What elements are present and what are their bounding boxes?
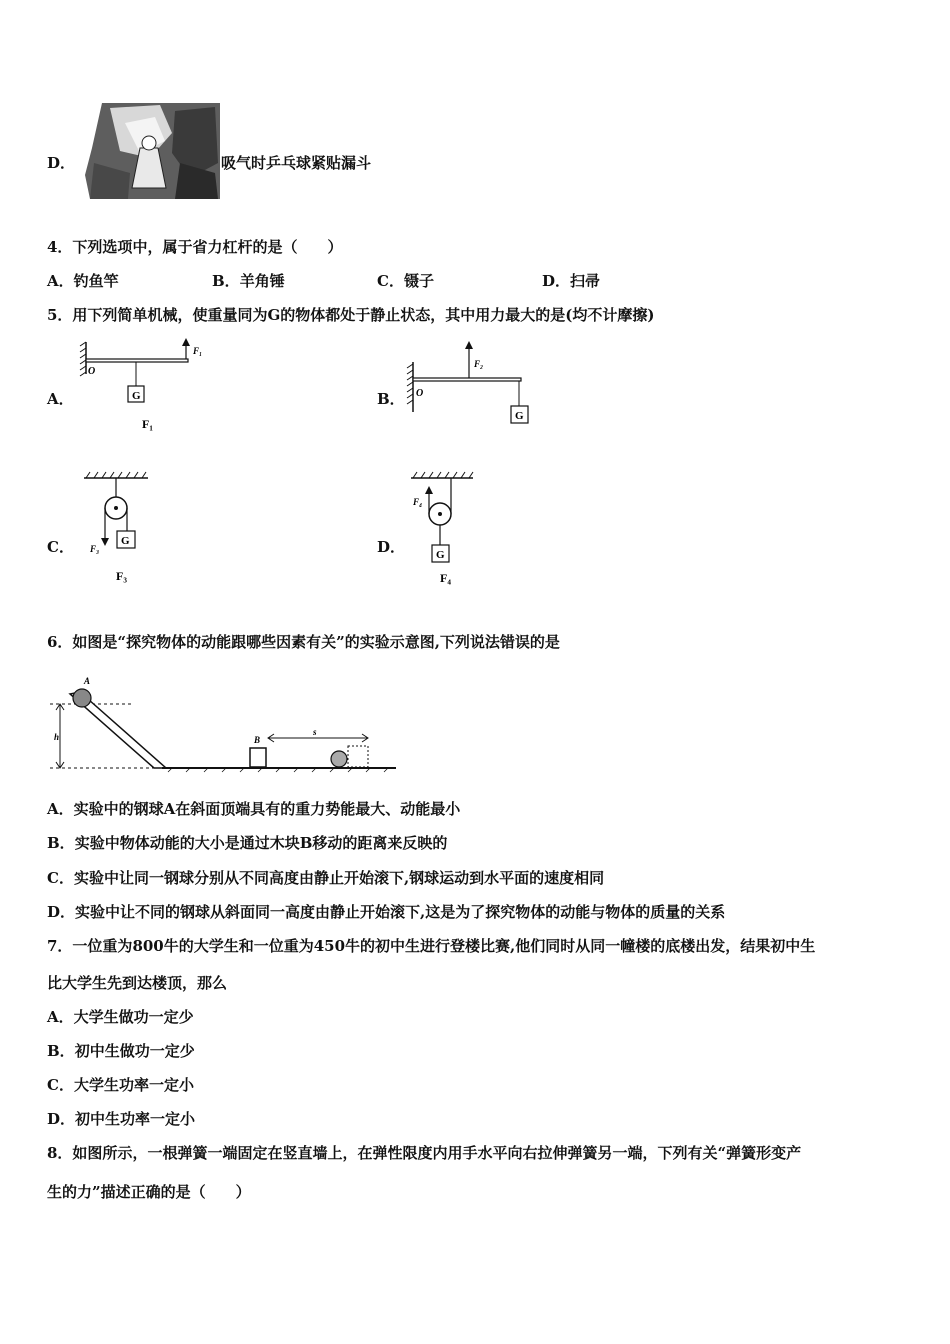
- q6-option-a: [47, 798, 460, 819]
- option-label: D．: [47, 154, 76, 172]
- q5-option-b-label: B．: [377, 390, 405, 408]
- q6-stem: 6．如图是“探究物体的动能跟哪些因素有关”的实验示意图,下列说法错误的是: [47, 633, 560, 651]
- figure-caption: F₃: [116, 569, 127, 583]
- ball-label: A: [84, 676, 91, 686]
- q5-option-c-label: C．: [47, 538, 74, 556]
- option-text: 实验中物体动能的大小是通过木块B移动的距离来反映的: [74, 834, 448, 852]
- block-label: B: [254, 735, 261, 745]
- option-text: 大学生做功一定少: [73, 1008, 194, 1026]
- q4-option-a: [47, 270, 119, 291]
- q3-option-d: [47, 152, 75, 173]
- option-text: 羊角锤: [239, 272, 285, 290]
- weight-label: G: [436, 549, 445, 561]
- force-label: F₄: [413, 497, 423, 507]
- steel-ball-a: [73, 689, 91, 707]
- option-text: 实验中的钢球A在斜面顶端具有的重力势能最大、动能最小: [73, 800, 461, 818]
- q4-option-c: [377, 270, 434, 291]
- option-label: B．: [212, 272, 240, 290]
- q7-option-d: [47, 1108, 195, 1129]
- force-arrow: [425, 486, 433, 494]
- option-label: A．: [47, 272, 74, 290]
- force-label: F₂: [474, 359, 484, 369]
- q4-option-d: [542, 270, 600, 291]
- pivot-label: O: [416, 388, 424, 399]
- figure-caption: F₄: [440, 571, 451, 585]
- q5-lever-a-diagram: [80, 338, 203, 438]
- option-text: 钓鱼竿: [73, 272, 119, 290]
- option-label: D．: [47, 903, 76, 921]
- q7-option-a: [47, 1006, 194, 1027]
- option-label: D．: [542, 272, 571, 290]
- option-text: 镊子: [403, 272, 434, 290]
- force-arrow: [101, 538, 109, 546]
- option-label: B．: [47, 1042, 75, 1060]
- q4-option-b: [212, 270, 285, 291]
- q5-option-a-label: A．: [47, 390, 74, 408]
- lever-bar: [413, 378, 521, 381]
- option-label: D．: [47, 1110, 76, 1128]
- figure-caption: F₁: [142, 417, 153, 431]
- q7-stem-line1: 7．一位重为800牛的大学生和一位重为450牛的初中生进行登楼比赛,他们同时从同一幢楼的底楼出发，结果初中生: [47, 937, 816, 955]
- lever-bar: [86, 359, 188, 362]
- q5-option-d-label: D．: [377, 538, 406, 556]
- option-label: B．: [47, 834, 75, 852]
- weight-label: G: [132, 390, 141, 402]
- option-text: 实验中让不同的钢球从斜面同一高度由静止开始滚下,这是为了探究物体的动能与物体的质量的关系: [75, 903, 726, 921]
- q4-stem: 4．下列选项中，属于省力杠杆的是（ ）: [47, 238, 343, 256]
- distance-label: s: [313, 727, 317, 737]
- weight-label: G: [121, 535, 130, 547]
- q6-option-c: [47, 867, 604, 888]
- option-label: C．: [47, 1076, 74, 1094]
- weight-label: G: [515, 410, 524, 422]
- steel-ball-bottom: [331, 751, 347, 767]
- q6-incline-experiment-diagram: [46, 672, 398, 776]
- force-arrow: [182, 338, 190, 346]
- wood-block-b: [250, 748, 266, 767]
- q6-option-b: [47, 832, 447, 853]
- option-label: A．: [47, 1008, 74, 1026]
- pivot-label: O: [88, 366, 96, 377]
- q5-lever-b-diagram: [405, 338, 540, 430]
- option-label: A．: [47, 800, 74, 818]
- force-label: F₃: [90, 544, 100, 554]
- option-text: 初中生功率一定小: [75, 1110, 196, 1128]
- q5-fixed-pulley-c-diagram: [80, 470, 160, 588]
- block-final-position: [348, 746, 368, 767]
- option-text: 实验中让同一钢球分别从不同高度由静止开始滚下,钢球运动到水平面的速度相同: [73, 869, 605, 887]
- option-text: 初中生做功一定少: [74, 1042, 195, 1060]
- option-text: 大学生功率一定小: [73, 1076, 194, 1094]
- option-label: C．: [47, 869, 74, 887]
- q8-stem-line1: 8．如图所示，一根弹簧一端固定在竖直墙上，在弹性限度内用手水平向右拉伸弹簧另一端，下列有关“弹簧形变产: [47, 1144, 802, 1162]
- option-label: C．: [377, 272, 404, 290]
- q7-option-c: [47, 1074, 194, 1095]
- option-text: 扫帚: [570, 272, 601, 290]
- q5-stem: 5．用下列简单机械，使重量同为G的物体都处于静止状态，其中用力最大的是(均不计摩擦): [47, 306, 655, 324]
- height-label: h: [54, 732, 60, 742]
- q7-option-b: [47, 1040, 195, 1061]
- q6-option-d: [47, 901, 725, 922]
- force-arrow: [465, 341, 473, 349]
- funnel-photo-image: [80, 103, 220, 199]
- q3-option-d-text: 吸气时乒乓球紧贴漏斗: [221, 154, 372, 172]
- q8-stem-line2: 生的力”描述正确的是（ ）: [47, 1183, 251, 1201]
- q5-movable-pulley-d-diagram: [405, 470, 485, 588]
- q7-stem-line2: 比大学生先到达楼顶，那么: [47, 974, 228, 992]
- force-label: F₁: [193, 346, 203, 356]
